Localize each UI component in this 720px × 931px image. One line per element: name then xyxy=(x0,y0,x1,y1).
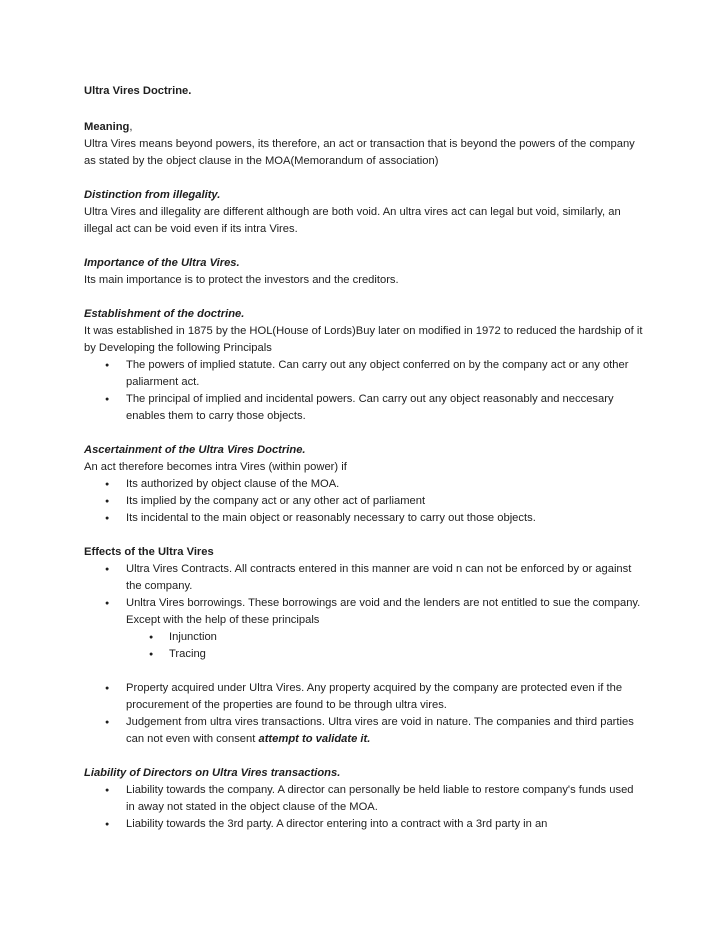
list-item xyxy=(84,714,644,748)
section-text-ascertainment: An act therefore becomes intra Vires (within power) if xyxy=(84,461,347,473)
blank-line xyxy=(84,663,644,680)
ascertainment-list xyxy=(84,476,644,527)
section-distinction xyxy=(84,187,644,238)
section-heading-establishment: Establishment of the doctrine. xyxy=(84,308,245,320)
list-item: ● Its authorized by object clause of the MOA. xyxy=(84,476,644,493)
list-item: ● The powers of implied statute. Can carry out any object conferred on by the company act or any other paliarment act. xyxy=(84,357,644,391)
effects-list-continued xyxy=(84,680,644,748)
effects-list xyxy=(84,561,644,663)
list-item-text: Unltra Vires borrowings. These borrowings are void and the lenders are not entitled to sue the company. Except with the help of these principals xyxy=(126,597,641,626)
section-text-meaning: Ultra Vires means beyond powers, its therefore, an act or transaction that is beyond the powers of the company as stated by the object clause in the MOA(Memorandum of association) xyxy=(84,138,635,167)
sub-list-item: ● Injunction xyxy=(84,629,644,646)
section-ascertainment xyxy=(84,442,644,527)
list-item: ● Property acquired under Ultra Vires. Any property acquired by the company are protected even if the procurement of the properties are found to be through ultra vires. xyxy=(84,680,644,714)
list-item: ● Its incidental to the main object or reasonably necessary to carry out those objects. xyxy=(84,510,644,527)
section-heading-distinction: Distinction from illegality. xyxy=(84,189,221,201)
list-item: ● Ultra Vires Contracts. All contracts entered in this manner are void n can not be enforced by or against the company. xyxy=(84,561,644,595)
list-item: ● The principal of implied and incidental powers. Can carry out any object reasonably and neccesary enables them to carry those objects. xyxy=(84,391,644,425)
effects-sub-list xyxy=(84,629,644,663)
section-importance xyxy=(84,255,644,289)
section-heading-effects: Effects of the Ultra Vires xyxy=(84,546,214,558)
section-text-distinction: Ultra Vires and illegality are different although are both void. An ultra vires act can legal but void, similarly, an illegal act can be void even if its intra Vires. xyxy=(84,206,621,235)
list-item: ● Liability towards the 3rd party. A director entering into a contract with a 3rd party in an xyxy=(84,816,644,833)
sub-list-item: ● Tracing xyxy=(84,646,644,663)
establishment-list xyxy=(84,357,644,425)
list-item xyxy=(84,595,644,663)
section-effects xyxy=(84,544,644,748)
document-title: Ultra Vires Doctrine. xyxy=(84,85,192,97)
section-text-importance: Its main importance is to protect the investors and the creditors. xyxy=(84,274,399,286)
list-item-text: Judgement from ultra vires transactions. Ultra vires are void in nature. The companies and third parties can not even with consent xyxy=(126,716,634,745)
section-text-establishment: It was established in 1875 by the HOL(House of Lords)Buy later on modified in 1972 to reduced the hardship of it by Developing the following Principals xyxy=(84,325,643,354)
meaning-heading-text: Meaning xyxy=(84,121,130,133)
section-heading-ascertainment: Ascertainment of the Ultra Vires Doctrine. xyxy=(84,444,306,456)
section-establishment xyxy=(84,306,644,425)
list-item: ● Its implied by the company act or any other act of parliament xyxy=(84,493,644,510)
document-body xyxy=(84,83,644,850)
list-item: ● Liability towards the company. A director can personally be held liable to restore company's funds used in away not stated in the object clause of the MOA. xyxy=(84,782,644,816)
section-heading-liability: Liability of Directors on Ultra Vires transactions. xyxy=(84,767,341,779)
meaning-heading-comma: , xyxy=(129,121,133,133)
section-heading-meaning xyxy=(84,119,644,136)
liability-list xyxy=(84,782,644,833)
section-meaning xyxy=(84,119,644,170)
section-liability xyxy=(84,765,644,833)
emphasized-text: attempt to validate it. xyxy=(258,733,371,745)
section-heading-importance: Importance of the Ultra Vires. xyxy=(84,257,240,269)
